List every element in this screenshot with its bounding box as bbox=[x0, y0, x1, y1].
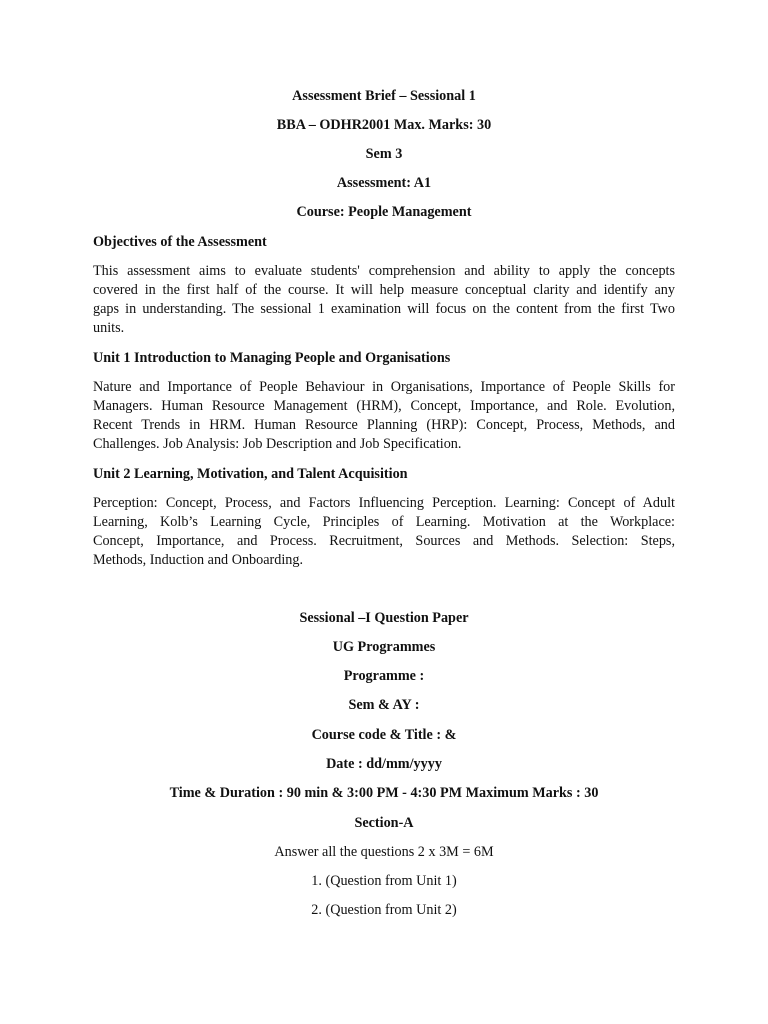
brief-sem: Sem 3 bbox=[365, 146, 403, 162]
objectives-line: gaps in understanding. The sessional 1 examination will focus on the content from the first Two bbox=[93, 301, 675, 317]
question-item: 2. (Question from Unit 2) bbox=[311, 902, 457, 918]
objectives-heading: Objectives of the Assessment bbox=[93, 234, 267, 250]
unit1-line: Challenges. Job Analysis: Job Description and Job Specification. bbox=[93, 436, 462, 452]
paper-sem-ay: Sem & AY : bbox=[348, 697, 420, 713]
unit1-heading: Unit 1 Introduction to Managing People and Organisations bbox=[93, 350, 451, 366]
brief-assessment: Assessment: A1 bbox=[336, 175, 432, 191]
objectives-line: This assessment aims to evaluate students' comprehension and ability to apply the concepts bbox=[93, 263, 675, 279]
unit2-line: Concept, Importance, and Process. Recruitment, Sources and Methods. Selection: Steps, bbox=[93, 533, 675, 549]
paper-title: Sessional –I Question Paper bbox=[299, 610, 469, 626]
unit1-line: Nature and Importance of People Behaviour in Organisations, Importance of People Skills for bbox=[93, 379, 675, 395]
section-heading: Section-A bbox=[354, 815, 414, 831]
paper-programme: Programme : bbox=[343, 668, 425, 684]
objectives-line: covered in the first half of the course. It will help measure conceptual clarity and identify any bbox=[93, 282, 675, 298]
unit2-line: Methods, Induction and Onboarding. bbox=[93, 552, 304, 568]
unit1-line: Managers. Human Resource Management (HRM), Concept, Importance, and Role. Evolution, bbox=[93, 398, 675, 414]
paper-time-duration: Time & Duration : 90 min & 3:00 PM - 4:30 PM Maximum Marks : 30 bbox=[169, 785, 599, 801]
paper-programmes: UG Programmes bbox=[332, 639, 436, 655]
brief-title: Assessment Brief – Sessional 1 bbox=[292, 88, 476, 104]
unit1-line: Recent Trends in HRM. Human Resource Planning (HRP): Concept, Process, Methods, and bbox=[93, 417, 675, 433]
brief-course: Course: People Management bbox=[296, 204, 472, 220]
brief-course-line: BBA – ODHR2001 Max. Marks: 30 bbox=[276, 117, 492, 133]
unit2-line: Learning, Kolb’s Learning Cycle, Principles of Learning. Motivation at the Workplace: bbox=[93, 514, 675, 530]
question-item: 1. (Question from Unit 1) bbox=[311, 873, 457, 889]
paper-course-code: Course code & Title : & bbox=[311, 727, 457, 743]
section-instruction: Answer all the questions 2 x 3M = 6M bbox=[274, 844, 494, 860]
unit2-heading: Unit 2 Learning, Motivation, and Talent Acquisition bbox=[93, 466, 408, 482]
objectives-line: units. bbox=[93, 320, 125, 336]
unit2-line: Perception: Concept, Process, and Factors Influencing Perception. Learning: Concept of Adult bbox=[93, 495, 675, 511]
paper-date: Date : dd/mm/yyyy bbox=[326, 756, 442, 772]
